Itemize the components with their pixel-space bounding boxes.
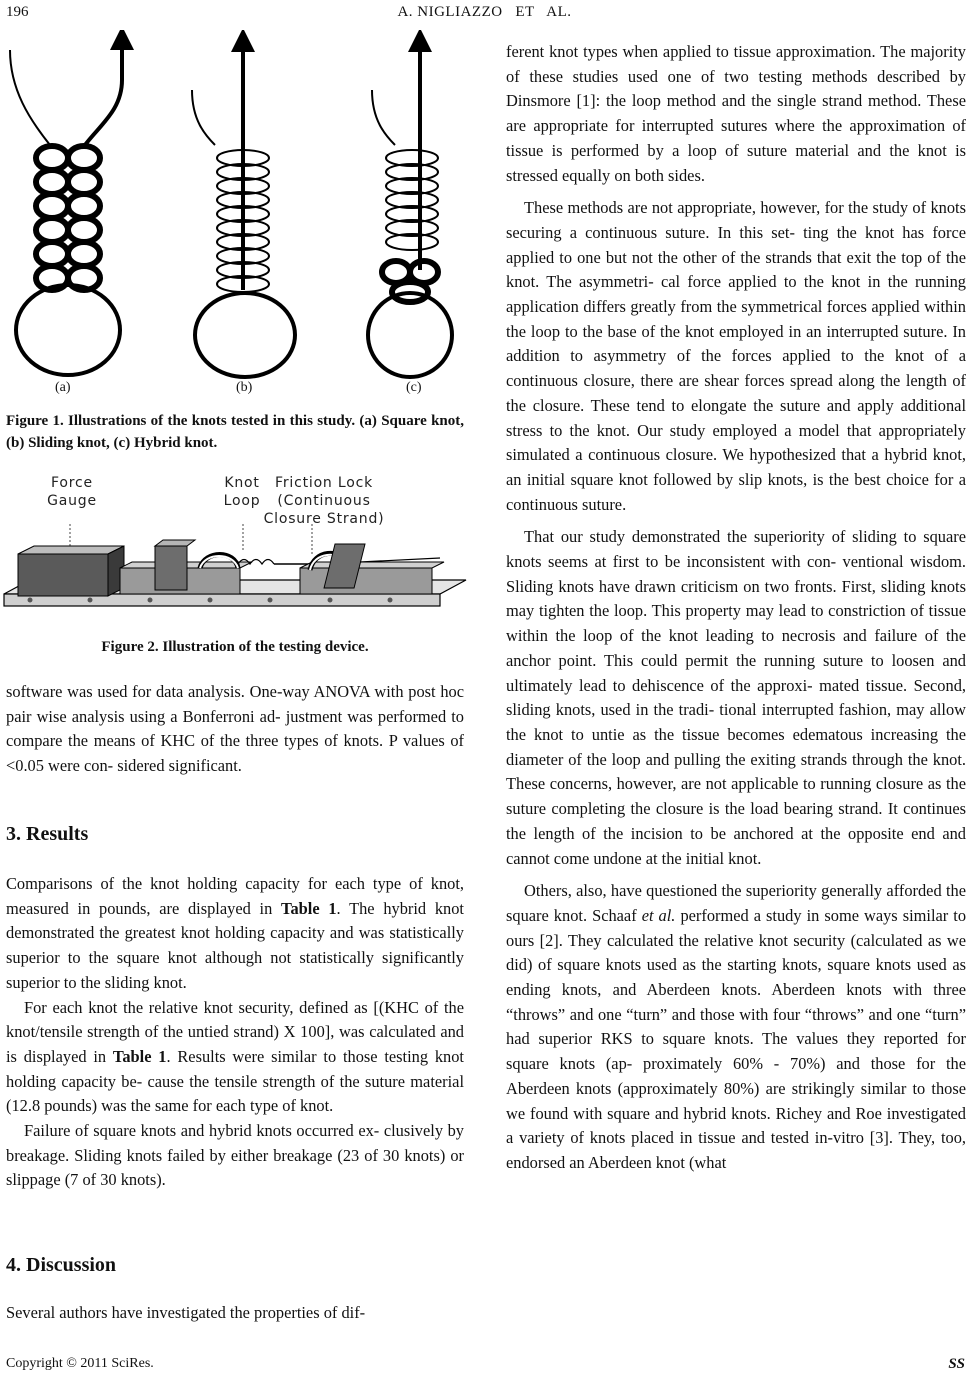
- left-column-top: [6, 680, 464, 779]
- paragraph: These methods are not appropriate, however, for the study of knots securing a continuous suture. In this set- ting the knot has force applied to one but not the other of the strands that exit the top of the knot. The asymmetri- cal force applied to the knot in the running application differs greatly from the symmetrical forces applied within the loop to the base of the knot employed in an interrupted suture. In addition to asymmetry of the forces applied to the knot of a continuous closure, there are shear forces spread along the length of the closure. These tend to elongate the suture and apply additional stress to the knot. Our study employed a model that appropriately simulated a continuous closure. We hypothesized that a hybrid knot, an initial square knot followed by slip knots, is the best choice for a continuous suture.: [506, 198, 966, 514]
- paragraph: ferent knot types when applied to tissue approximation. The majority of these studies used one of two testing methods described by Dinsmore [1]: the loop method and the single strand method. These are appropriate for interrupted sutures where the approximation of tissue is performed by a loop of suture material and the knot is stressed equally on both sides.: [506, 42, 966, 185]
- paragraph: Failure of square knots and hybrid knots occurred ex- clusively by breakage. Sliding knots failed by either breakage (23 of 30 knots) or slippage (7 of 30 knots).: [6, 1121, 464, 1190]
- footer-copyright: Copyright © 2011 SciRes.: [6, 1356, 154, 1371]
- paragraph: Several authors have investigated the properties of dif-: [6, 1303, 366, 1322]
- label-friction-lock: Friction Lock (Continuous Closure Strand): [263, 475, 385, 527]
- label-knot-loop: Knot Loop: [223, 475, 261, 509]
- figure-1-knots: [0, 30, 469, 380]
- hybrid-knot-drawing: [368, 40, 452, 377]
- page-number: 196: [6, 4, 29, 20]
- right-column: [506, 40, 966, 1176]
- paragraph: That our study demonstrated the superiority of sliding to square knots seems at first to be inconsistent with con- ventional wisdom. Sliding knots have drawn criticism on two fronts. First, sliding knots may tighten the loop. This property may lead to constriction of tissue within the loop of the knot leading to necrosis and failure of the anchor point. This could permit the running suture to loosen and ultimately lead to dehiscence of the approxi- mated tissue. Second, sliding knots, used in the tradi- tional interrupted fashion, may allow the knot to untie as the tissue becomes edematous increasing the diameter of the loop and pulling the exiting strands through the knot. These concerns, however, are not applicable to running closure as the suture completing the closure is the load bearing strand. It continues the length of the incision to be anchored at the opposite end and cannot come undone at the initial knot.: [506, 527, 966, 868]
- section-heading-discussion: 4. Discussion: [6, 1254, 117, 1276]
- paragraph: Others, also, have questioned the superiority generally afforded the square knot. Schaaf et al. performed a study in some ways similar to ours [2]. They calculated the relative knot security (calculated as we did) of square knots used as the starting knots, square knots used as ending knots, and Aberdeen knots. Aberdeen knots with three “throws” and one “turn” and those with four “throws” and one “turn” had superior RKS to square knots. The values they reported for square knots (ap- proximately 60% - 70%) and those for the Aberdeen knots (approximately 80%) are strikingly similar to those we found with square and hybrid knots. Richey and Roe investigated a variety of knots placed in tissue and tested in-vitro [3]. They, too, endorsed an Aberdeen knot (what: [506, 881, 967, 1172]
- figure-1-label-b: (b): [236, 380, 253, 395]
- figure-1-label-c: (c): [406, 380, 422, 395]
- paragraph: For each knot the relative knot security, defined as [(KHC of the knot/tensile strength of the untied strand) X 100], was calculated and is displayed in Table 1. Results were similar to those testing knot holding capacity be- cause the tensile strength of the suture material (12.8 pounds) was the same for each type of knot.: [6, 997, 464, 1116]
- figure-2-testing-device: [0, 524, 469, 616]
- section-heading-results: 3. Results: [6, 823, 89, 845]
- paragraph: Comparisons of the knot holding capacity for each type of knot, measured in pounds, are displayed in Table 1. The hybrid knot demonstrated the greatest knot holding capacity and was statistically superior to the square knot although not statistically significantly superior to the sliding knot.: [6, 874, 464, 992]
- sliding-knot-drawing: [192, 40, 295, 377]
- label-force-gauge: Force Gauge: [47, 475, 97, 509]
- figure-2-caption: Figure 2. Illustration of the testing device.: [101, 639, 369, 655]
- left-column-results: [6, 872, 464, 1193]
- square-knot-drawing: [10, 38, 122, 375]
- footer-journal: SS: [948, 1356, 965, 1372]
- left-column-discussion: [6, 1301, 464, 1326]
- paragraph: software was used for data analysis. One-way ANOVA with post hoc pair wise analysis using a Bonferroni ad- justment was performed to compare the means of KHC of the three types of knots. P values of <0.05 were con- sidered significant.: [6, 682, 464, 776]
- running-title: A. NIGLIAZZO ET AL.: [397, 4, 572, 20]
- figure-1-caption: Figure 1. Illustrations of the knots tested in this study. (a) Square knot, (b) Sliding knot, (c) Hybrid knot.: [6, 413, 464, 451]
- figure-1-label-a: (a): [55, 380, 71, 395]
